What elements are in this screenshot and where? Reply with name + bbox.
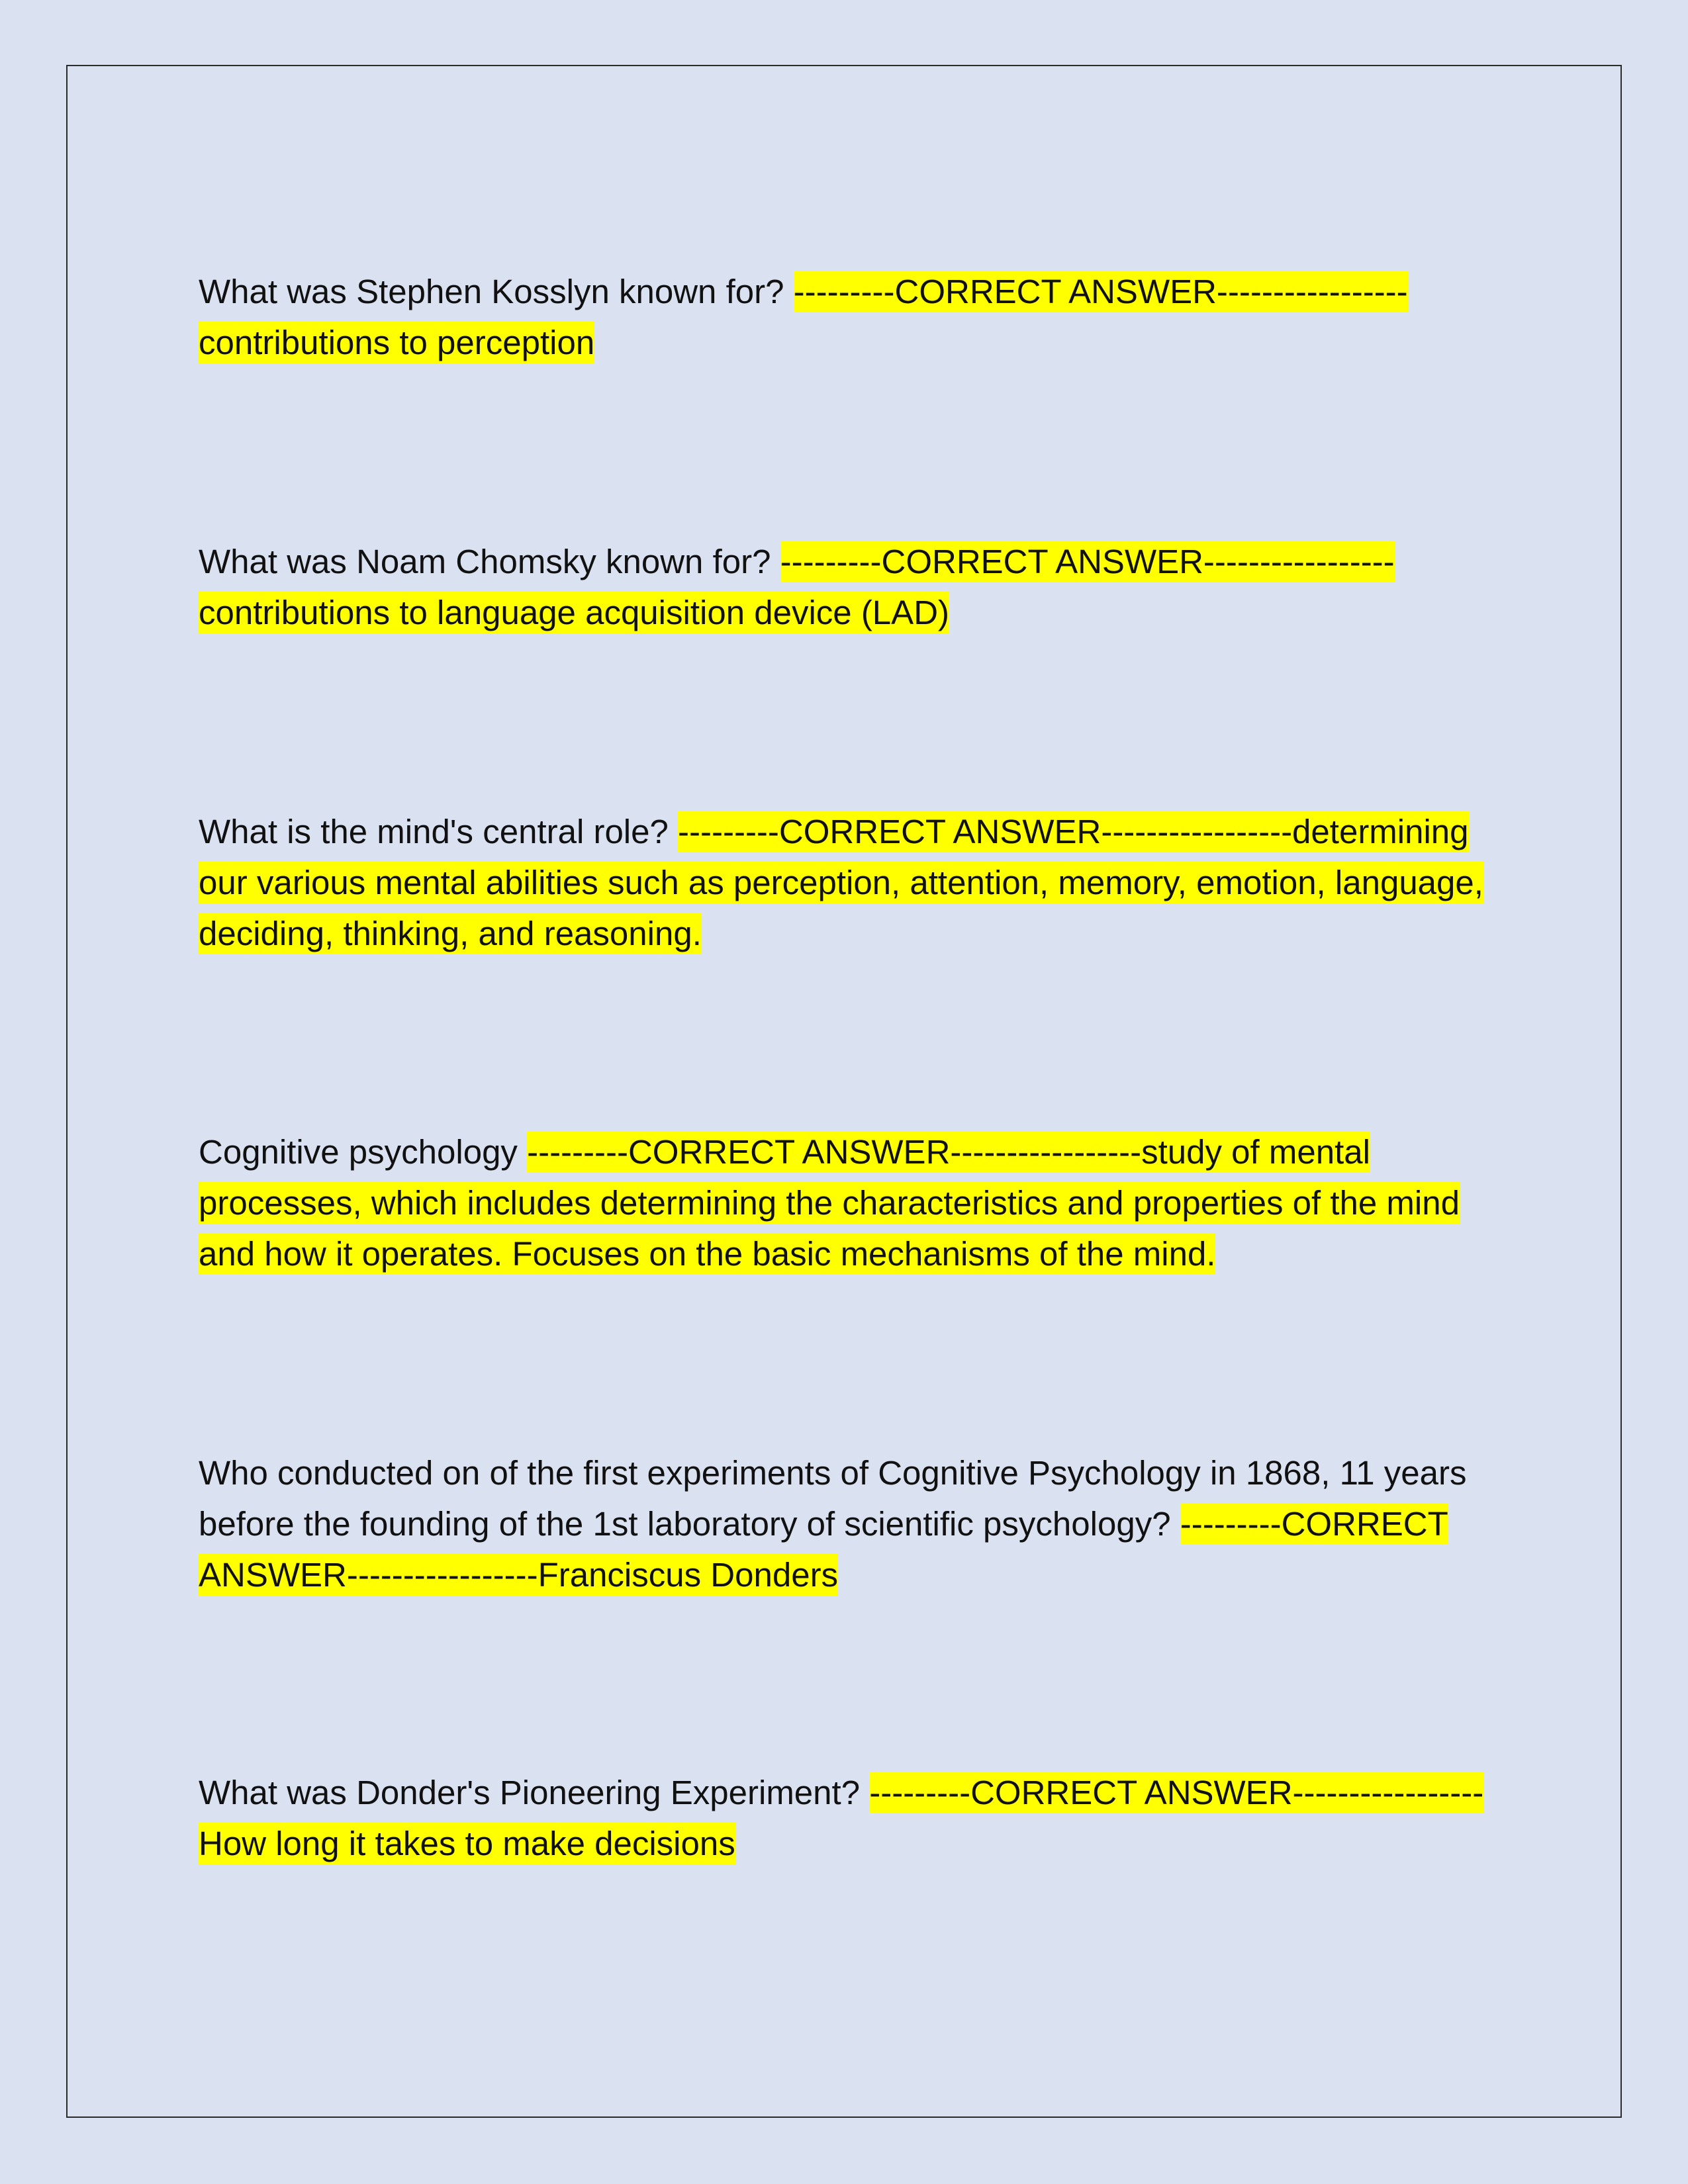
question-text: Cognitive psychology (199, 1133, 518, 1171)
question-text: Who conducted on of the first experiments of Cognitive Psychology in 1868, 11 years before the founding of the 1st laboratory of scientific psychology? (199, 1454, 1467, 1543)
highlighted-answer: ---------CORRECT ANSWER-----------------contributions to perception (199, 271, 1408, 363)
qa-item (199, 266, 1496, 368)
question-text: What was Noam Chomsky known for? (199, 543, 771, 580)
highlighted-answer: ---------CORRECT ANSWER-----------------contributions to language acquisition device (LAD) (199, 541, 1395, 633)
qa-item (199, 536, 1496, 638)
highlighted-answer: ---------CORRECT ANSWER-----------------determining our various mental abilities such as perception, attention, memory, emotion, language, deciding, thinking, and reasoning. (199, 811, 1483, 954)
highlighted-answer: ---------CORRECT ANSWER-----------------How long it takes to make decisions (199, 1772, 1483, 1864)
question-text: What was Stephen Kosslyn known for? (199, 273, 784, 310)
qa-item (199, 806, 1496, 959)
qa-item (199, 1767, 1496, 1869)
highlighted-answer: ---------CORRECT ANSWER-----------------study of mental processes, which includes determining the characteristics and properties of the mind and how it operates. Focuses on the basic mechanisms of the mind. (199, 1131, 1460, 1275)
qa-item (199, 1447, 1496, 1600)
highlighted-answer: ---------CORRECT ANSWER-----------------Franciscus Donders (199, 1503, 1448, 1596)
qa-item (199, 1126, 1496, 1279)
question-text: What was Donder's Pioneering Experiment? (199, 1774, 861, 1811)
question-text: What is the mind's central role? (199, 813, 669, 850)
